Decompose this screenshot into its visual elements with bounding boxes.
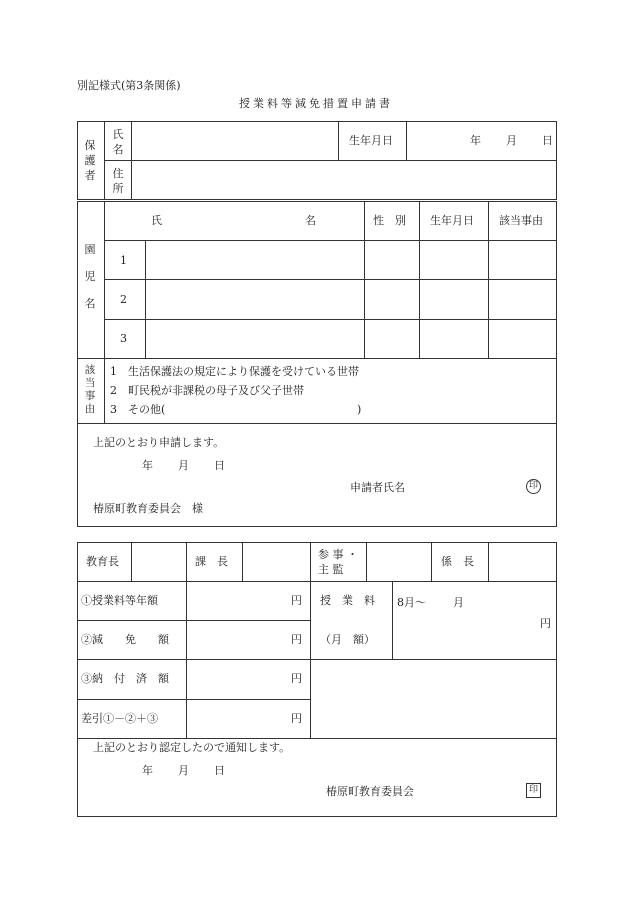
tuition-month-unit: 月 (453, 596, 464, 609)
paid-label: ③納 付 済 額 (81, 672, 169, 685)
role-staff-chief: 係 長 (441, 555, 474, 568)
reduction-yen: 円 (291, 633, 302, 646)
children-label: 園 児 名 (84, 243, 96, 310)
child-name-field[interactable] (147, 281, 362, 317)
tuition-label: 授 業 料 (320, 594, 375, 607)
guardian-address-label: 住 所 (112, 167, 124, 195)
annual-tuition-yen: 円 (291, 594, 302, 607)
reason-item-2[interactable]: 2 町民税が非課税の母子及び父子世帯 (110, 384, 304, 397)
role-superintendent: 教育長 (86, 555, 119, 568)
col-header-sex: 性 別 (373, 214, 406, 227)
guardian-birth-month: 月 (506, 134, 517, 147)
applicant-name-label: 申請者氏名 (350, 481, 405, 494)
guardian-birth-day: 日 (542, 134, 553, 147)
child-name-field[interactable] (147, 321, 362, 356)
annual-tuition-label: ①授業料等年額 (81, 594, 158, 607)
addressee: 椿原町教育委員会 様 (93, 502, 203, 515)
reduction-label: ②減 免 額 (81, 633, 169, 646)
guardian-name-label: 氏 名 (112, 128, 124, 156)
reason-item-1[interactable]: 1 生活保護法の規定により保護を受けている世帯 (110, 365, 359, 378)
reason-item-3-close: ) (357, 403, 362, 416)
official-seal-icon: 印 (526, 783, 541, 798)
approval-date-month: 月 (178, 764, 189, 777)
role-section-chief: 課 長 (195, 555, 228, 568)
guardian-label: 保 護 者 (84, 139, 96, 182)
application-date-day: 日 (214, 459, 225, 472)
approval-statement: 上記のとおり認定したので通知します。 (93, 741, 291, 754)
issuer-name: 椿原町教育委員会 (326, 785, 414, 798)
section-chief-stamp-box[interactable] (244, 544, 308, 579)
guardian-name-field[interactable] (133, 123, 336, 158)
balance-yen: 円 (291, 712, 302, 725)
role-councilor: 参 事 ・ (318, 548, 358, 561)
col-header-name-b: 名 (305, 214, 316, 227)
tuition-month-from: 8月～ (397, 596, 426, 609)
child-row-number: 2 (120, 293, 127, 306)
paid-yen: 円 (291, 672, 302, 685)
tuition-monthly-label: （月 額） (320, 633, 375, 646)
application-statement: 上記のとおり申請します。 (93, 436, 225, 449)
tuition-yen: 円 (540, 617, 551, 630)
child-row-number: 3 (120, 332, 127, 345)
form-reference: 別記様式(第3条関係) (77, 79, 181, 92)
reason-item-3[interactable]: 3 その他( (110, 403, 166, 416)
reasons-label: 該 当 事 由 (84, 364, 96, 415)
role-supervisor: 主 監 (318, 563, 344, 576)
col-header-name-a: 氏 (151, 214, 162, 227)
superintendent-stamp-box[interactable] (133, 544, 184, 579)
application-date-month: 月 (178, 459, 189, 472)
approval-date-year: 年 (142, 764, 153, 777)
councilor-stamp-box[interactable] (368, 544, 429, 579)
guardian-birth-year: 年 (470, 134, 481, 147)
balance-label: 差引①－②＋③ (81, 712, 158, 725)
staff-chief-stamp-box[interactable] (490, 544, 555, 579)
guardian-birth-label: 生年月日 (349, 134, 393, 147)
approval-date-day: 日 (214, 764, 225, 777)
application-date-year: 年 (142, 459, 153, 472)
form-title: 授業料等減免措置申請書 (239, 97, 393, 110)
child-row-number: 1 (120, 254, 127, 267)
guardian-address-field[interactable] (133, 162, 555, 198)
col-header-birth: 生年月日 (430, 214, 474, 227)
col-header-reason: 該当事由 (499, 214, 543, 227)
child-name-field[interactable] (147, 242, 362, 277)
seal-icon: 印 (526, 479, 541, 494)
